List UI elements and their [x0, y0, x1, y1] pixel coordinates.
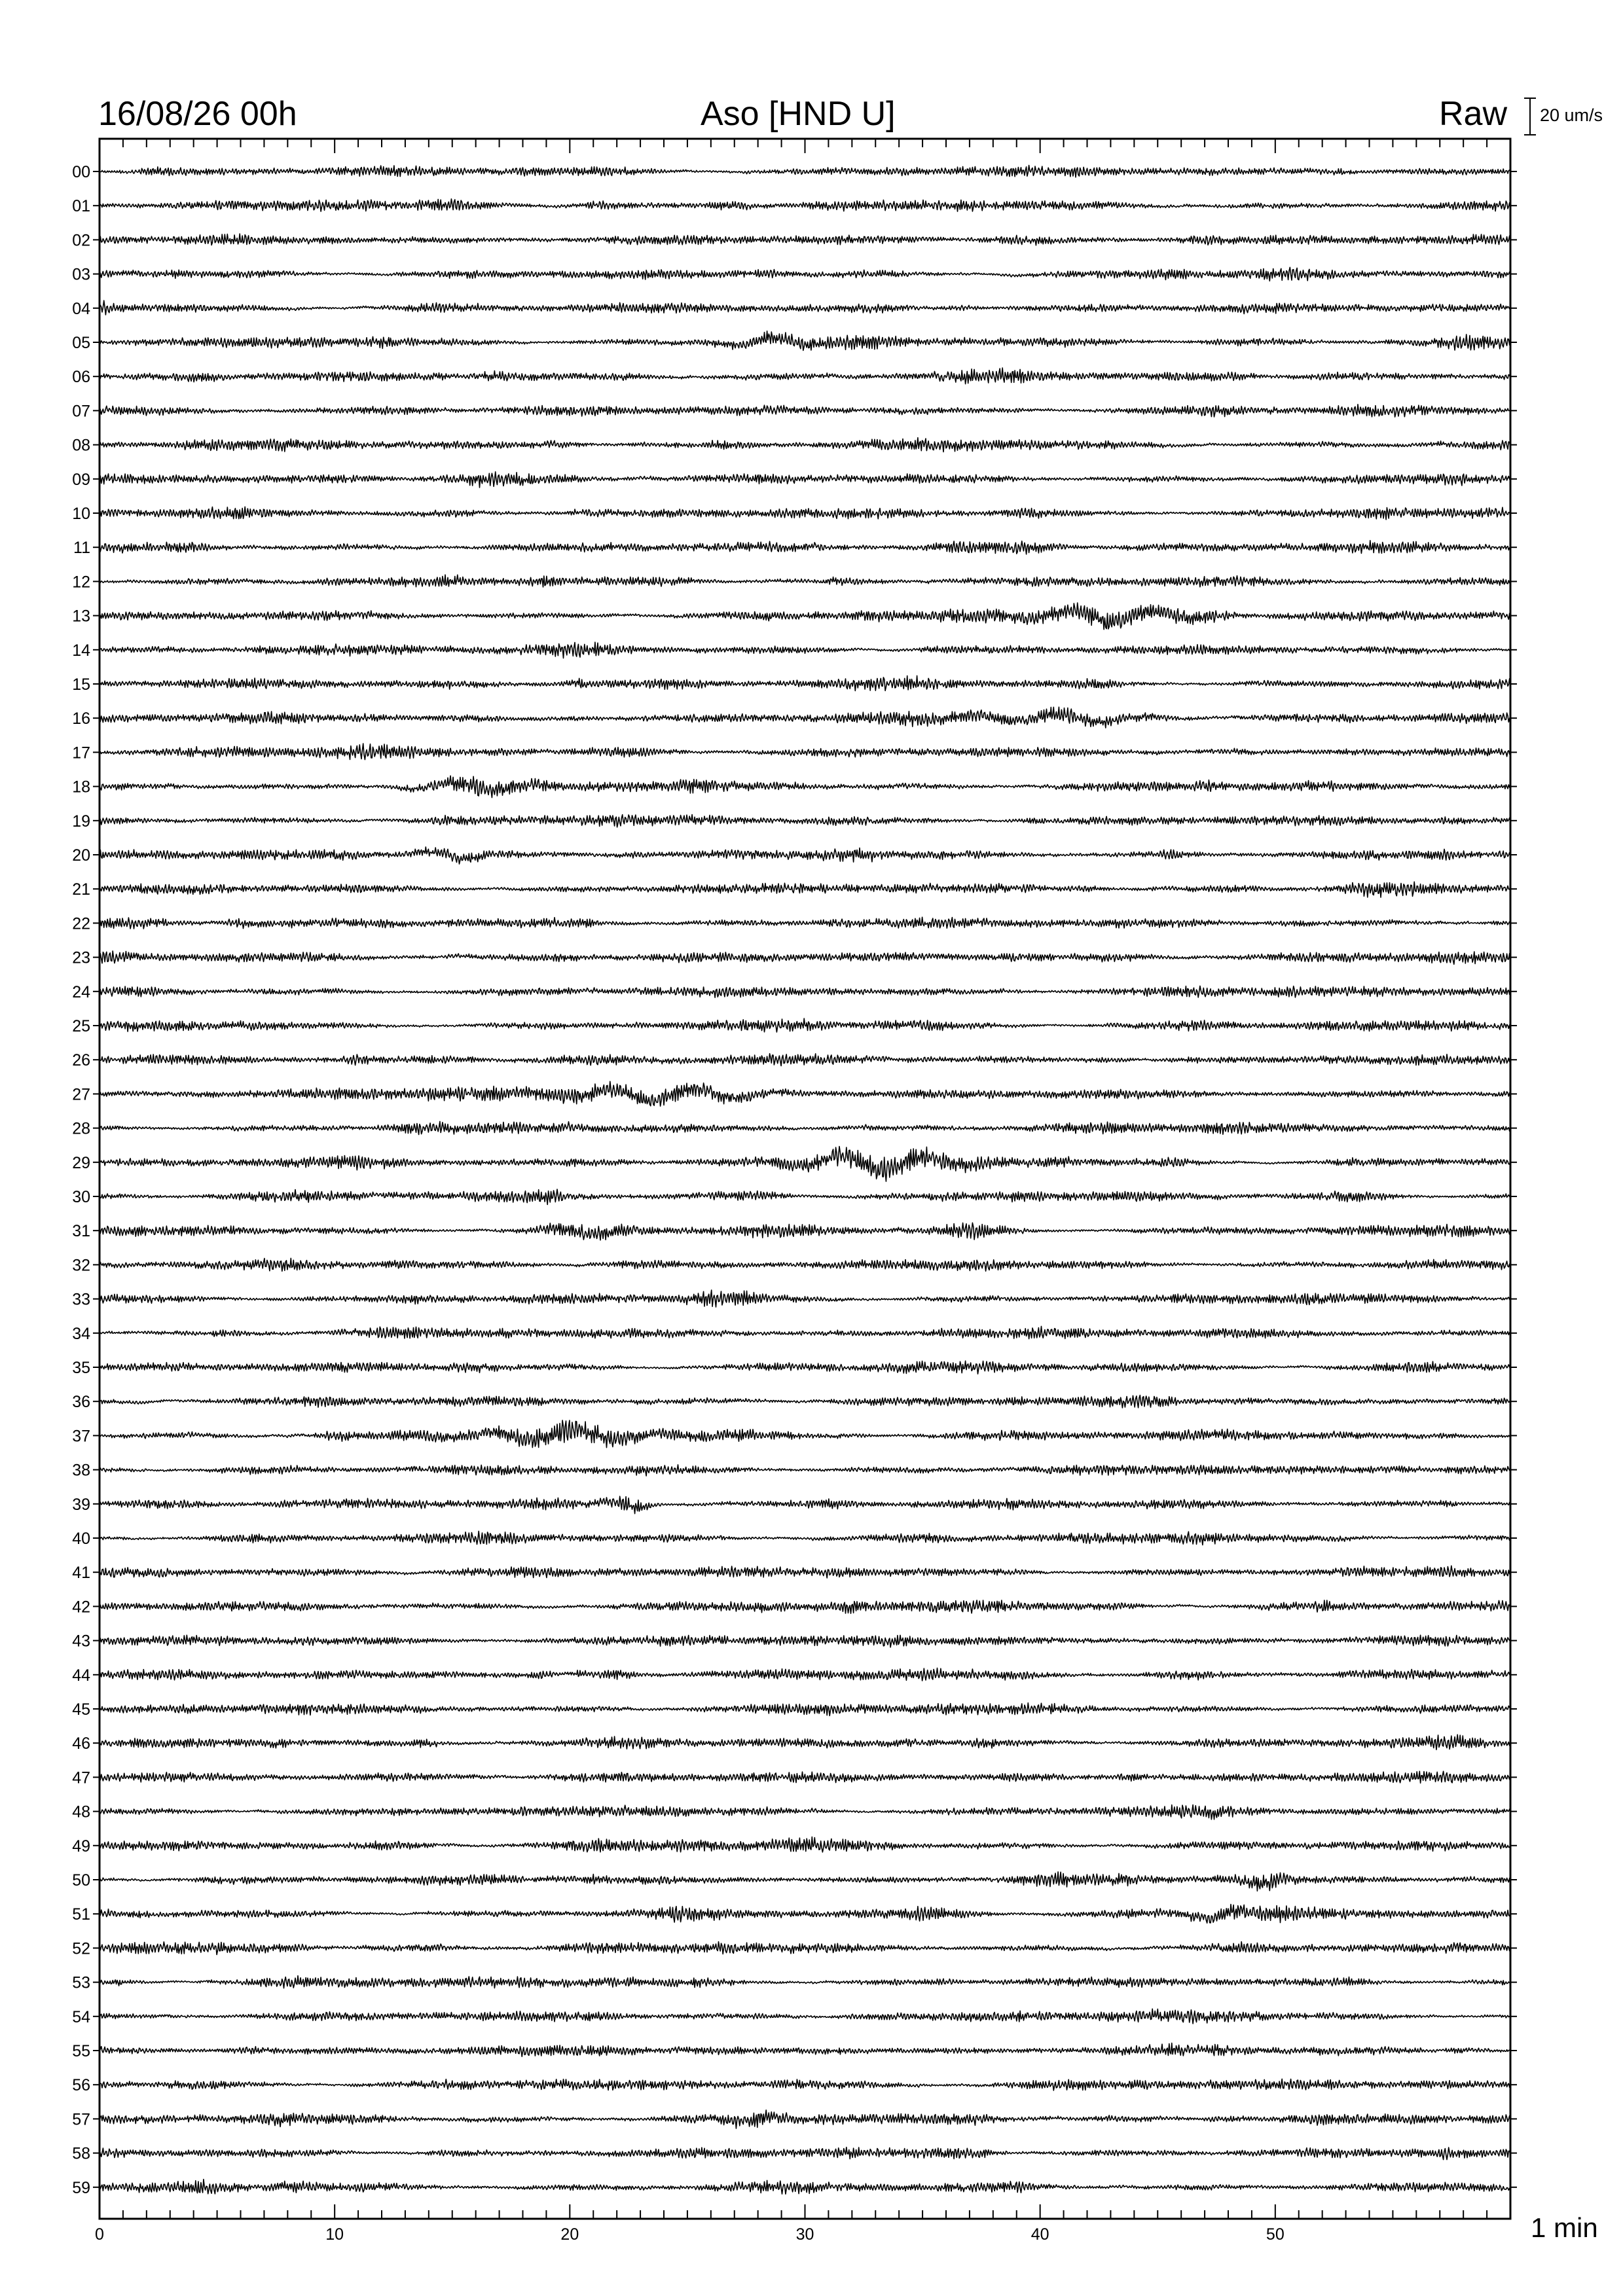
row-label-18: 18: [72, 778, 90, 797]
row-label-26: 26: [72, 1051, 90, 1070]
row-label-57: 57: [72, 2110, 90, 2129]
row-label-59: 59: [72, 2178, 90, 2197]
row-label-43: 43: [72, 1632, 90, 1651]
trace-49: [100, 1837, 1510, 1852]
trace-33: [100, 1290, 1510, 1307]
row-label-53: 53: [72, 1973, 90, 1992]
trace-21: [100, 882, 1510, 897]
row-label-49: 49: [72, 1837, 90, 1856]
trace-41: [100, 1566, 1510, 1578]
row-label-07: 07: [72, 402, 90, 421]
trace-55: [100, 2043, 1510, 2057]
x-tick-label: 0: [95, 2225, 104, 2244]
row-label-28: 28: [72, 1119, 90, 1138]
plot-frame: [100, 139, 1510, 2219]
row-label-35: 35: [72, 1359, 90, 1377]
trace-11: [100, 541, 1510, 554]
row-label-04: 04: [72, 299, 90, 318]
row-label-15: 15: [72, 675, 90, 694]
row-label-36: 36: [72, 1393, 90, 1412]
trace-44: [100, 1668, 1510, 1681]
trace-50: [100, 1872, 1510, 1891]
x-tick-label: 10: [325, 2225, 344, 2244]
row-label-08: 08: [72, 436, 90, 455]
row-label-03: 03: [72, 265, 90, 284]
row-label-25: 25: [72, 1017, 90, 1035]
trace-53: [100, 1976, 1510, 1988]
trace-17: [100, 744, 1510, 760]
trace-13: [100, 603, 1510, 630]
row-label-40: 40: [72, 1530, 90, 1548]
trace-30: [100, 1189, 1510, 1204]
trace-34: [100, 1326, 1510, 1338]
x-tick-label: 30: [795, 2225, 814, 2244]
trace-43: [100, 1635, 1510, 1647]
row-label-17: 17: [72, 744, 90, 762]
row-label-00: 00: [72, 163, 90, 181]
row-label-10: 10: [72, 505, 90, 523]
trace-09: [100, 472, 1510, 488]
trace-52: [100, 1942, 1510, 1955]
trace-25: [100, 1018, 1510, 1032]
row-label-46: 46: [72, 1734, 90, 1753]
trace-10: [100, 507, 1510, 520]
row-label-42: 42: [72, 1598, 90, 1617]
row-label-54: 54: [72, 2007, 90, 2026]
row-label-52: 52: [72, 1939, 90, 1958]
datetime-label: 16/08/26 00h: [98, 95, 297, 133]
trace-00: [100, 166, 1510, 177]
row-label-13: 13: [72, 607, 90, 626]
trace-01: [100, 199, 1510, 211]
row-label-38: 38: [72, 1461, 90, 1480]
trace-54: [100, 2009, 1510, 2024]
row-label-06: 06: [72, 368, 90, 387]
trace-04: [100, 300, 1510, 315]
row-label-37: 37: [72, 1427, 90, 1446]
row-label-19: 19: [72, 812, 90, 831]
x-axis-unit-label: 1 min: [1531, 2212, 1598, 2243]
row-label-58: 58: [72, 2144, 90, 2163]
row-label-05: 05: [72, 334, 90, 352]
x-tick-label: 20: [560, 2225, 579, 2244]
trace-15: [100, 675, 1510, 691]
trace-35: [100, 1361, 1510, 1374]
row-label-41: 41: [72, 1564, 90, 1583]
trace-45: [100, 1703, 1510, 1716]
row-label-24: 24: [72, 982, 90, 1001]
trace-38: [100, 1465, 1510, 1476]
station-title: Aso [HND U]: [701, 95, 896, 133]
trace-07: [100, 404, 1510, 417]
trace-19: [100, 815, 1510, 827]
trace-31: [100, 1223, 1510, 1240]
trace-42: [100, 1600, 1510, 1613]
row-label-12: 12: [72, 573, 90, 592]
trace-40: [100, 1531, 1510, 1545]
row-label-47: 47: [72, 1768, 90, 1787]
trace-48: [100, 1805, 1510, 1820]
row-label-32: 32: [72, 1256, 90, 1275]
x-tick-label: 40: [1030, 2225, 1049, 2244]
trace-51: [100, 1905, 1510, 1924]
row-label-39: 39: [72, 1495, 90, 1514]
trace-02: [100, 234, 1510, 245]
trace-16: [100, 707, 1510, 728]
trace-29: [100, 1147, 1510, 1182]
trace-58: [100, 2147, 1510, 2160]
row-label-22: 22: [72, 914, 90, 933]
row-label-34: 34: [72, 1324, 90, 1343]
trace-57: [100, 2110, 1510, 2128]
row-label-20: 20: [72, 846, 90, 865]
trace-08: [100, 438, 1510, 452]
row-label-30: 30: [72, 1188, 90, 1206]
row-label-29: 29: [72, 1153, 90, 1172]
row-label-21: 21: [72, 880, 90, 899]
trace-14: [100, 642, 1510, 658]
trace-03: [100, 267, 1510, 281]
trace-05: [100, 331, 1510, 351]
trace-24: [100, 986, 1510, 997]
trace-37: [100, 1420, 1510, 1448]
row-label-16: 16: [72, 709, 90, 728]
trace-27: [100, 1081, 1510, 1106]
row-label-23: 23: [72, 948, 90, 967]
row-label-01: 01: [72, 197, 90, 216]
trace-23: [100, 951, 1510, 964]
mode-label: Raw: [1439, 95, 1508, 133]
row-label-55: 55: [72, 2042, 90, 2060]
row-label-14: 14: [72, 641, 90, 660]
trace-46: [100, 1734, 1510, 1749]
trace-32: [100, 1258, 1510, 1271]
trace-47: [100, 1771, 1510, 1783]
row-label-11: 11: [73, 539, 90, 558]
trace-56: [100, 2079, 1510, 2090]
row-label-33: 33: [72, 1290, 90, 1309]
amplitude-scale-label: 20 um/s: [1540, 105, 1603, 125]
row-label-27: 27: [72, 1085, 90, 1104]
row-label-48: 48: [72, 1803, 90, 1821]
trace-20: [100, 847, 1510, 864]
trace-22: [100, 917, 1510, 929]
trace-59: [100, 2179, 1510, 2195]
row-label-45: 45: [72, 1700, 90, 1719]
x-tick-label: 50: [1266, 2225, 1285, 2244]
row-label-44: 44: [72, 1666, 90, 1685]
trace-18: [100, 776, 1510, 797]
row-label-02: 02: [72, 231, 90, 250]
trace-06: [100, 368, 1510, 384]
row-label-51: 51: [72, 1905, 90, 1924]
row-label-50: 50: [72, 1871, 90, 1890]
trace-28: [100, 1121, 1510, 1134]
trace-36: [100, 1395, 1510, 1408]
row-label-31: 31: [72, 1222, 90, 1241]
trace-39: [100, 1496, 1510, 1514]
trace-26: [100, 1054, 1510, 1066]
trace-12: [100, 575, 1510, 587]
row-label-56: 56: [72, 2076, 90, 2095]
row-label-09: 09: [72, 470, 90, 489]
